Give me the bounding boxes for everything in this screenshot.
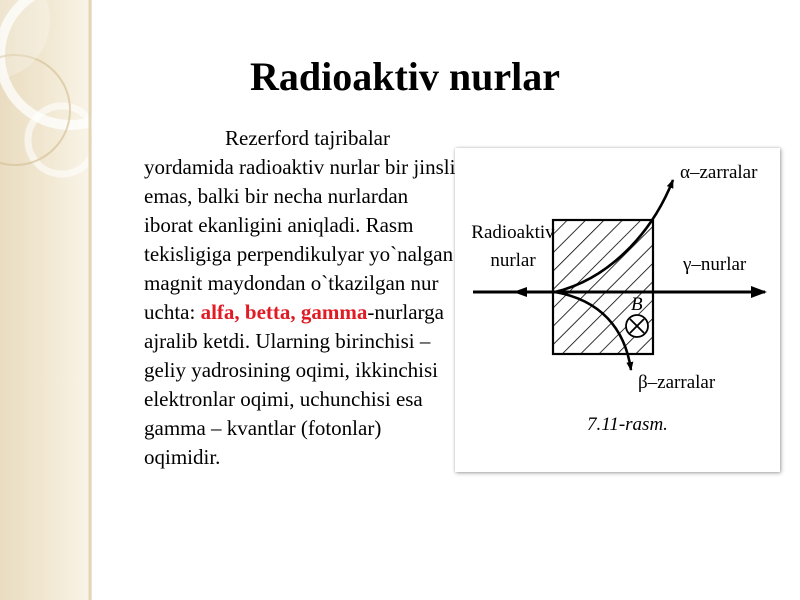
radiation-diagram	[455, 148, 780, 472]
gamma-arrowhead	[751, 286, 767, 298]
beta-label: β–zarralar	[638, 372, 716, 393]
body-paragraph	[144, 124, 456, 472]
source-label-line2: nurlar	[490, 250, 536, 271]
gamma-label: γ–nurlar	[683, 254, 747, 275]
source-arrowhead	[513, 287, 527, 297]
paragraph-tail-text: -nurlarga ajralib ketdi. Ularning birinchisi – geliy yadrosining oqimi, ikkinchisi elektronlar oqimi, uchunchisi esa gamma – kvantlar (fotonlar) oqimidir.	[144, 300, 444, 469]
figure-caption: 7.11-rasm.	[587, 414, 668, 435]
paragraph-highlight-text: alfa, betta, gamma	[200, 300, 368, 324]
radiation-diagram-figure	[455, 148, 780, 472]
field-label: B	[631, 294, 643, 315]
source-label-line1: Radioaktiv	[471, 222, 555, 243]
paragraph-lead-text: Rezerford tajribalar yordamida radioaktiv nurlar bir jinsli emas, balki bir necha nurlardan iborat ekanligini aniqladi. Rasm tekisligiga perpendikulyar yo`nalgan magnit maydondan o`tkazilgan nur uchta:	[144, 126, 456, 324]
decorative-side-panel	[0, 0, 92, 600]
alpha-label: α–zarralar	[680, 162, 758, 183]
slide-title: Radioaktiv nurlar	[249, 54, 561, 99]
